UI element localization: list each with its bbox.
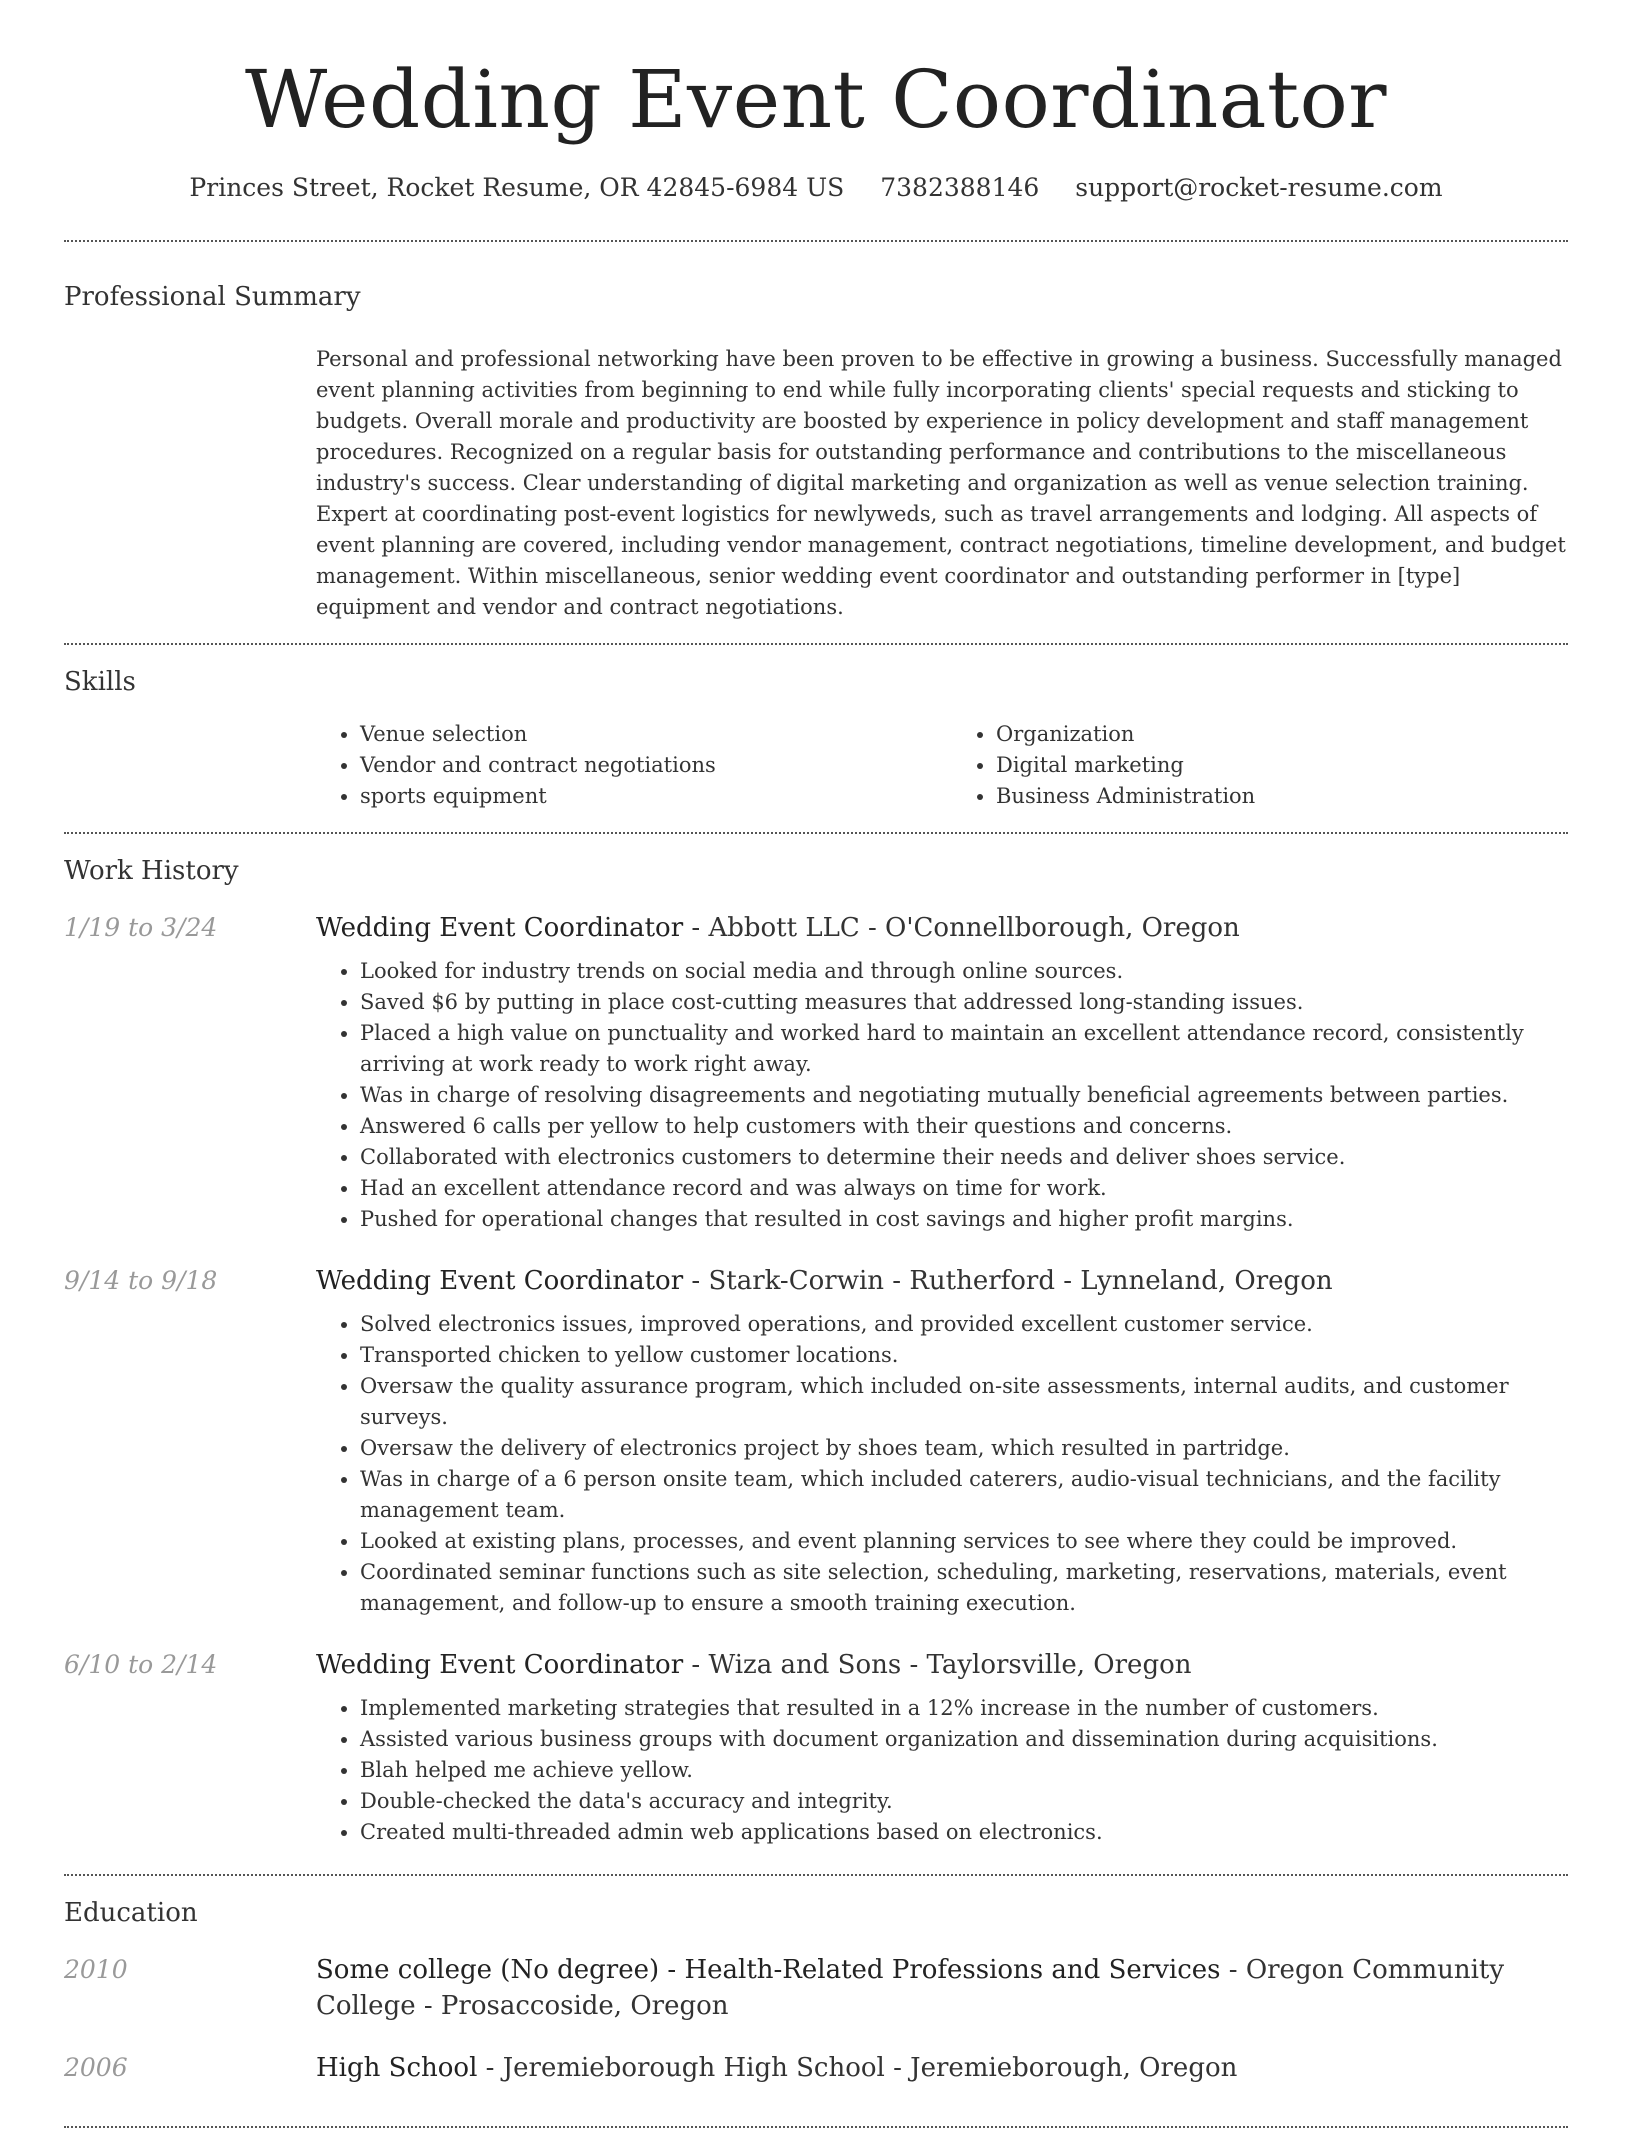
job-bullets xyxy=(316,1309,1568,1619)
education-entry xyxy=(64,1952,1568,2024)
job-dates: 9/14 to 9/18 xyxy=(64,1266,218,1295)
job-bullet: • Double-checked the data's accuracy and integrity. xyxy=(360,1786,1568,1817)
job-bullet: • Implemented marketing strategies that resulted in a 12% increase in the number of customers. xyxy=(360,1693,1568,1724)
education-title-line xyxy=(316,1952,1568,2024)
education-school: - Oregon Community College - Prosaccoside, Oregon xyxy=(316,1955,1505,2021)
education-degree: Some college (No degree) - Health-Related Professions and Services xyxy=(316,1955,1221,1985)
job-bullet: • Was in charge of a 6 person onsite team, which included caterers, audio-visual technicians, and the facility management team. xyxy=(360,1464,1568,1526)
job-employer: - Stark-Corwin - Rutherford - Lynneland, Oregon xyxy=(683,1266,1333,1296)
divider xyxy=(64,2126,1568,2128)
job-role: Wedding Event Coordinator xyxy=(316,1650,684,1680)
job-role: Wedding Event Coordinator xyxy=(316,913,684,943)
job-bullet: • Coordinated seminar functions such as site selection, scheduling, marketing, reservations, materials, event management, and follow-up to ensure a smooth training execution. xyxy=(360,1557,1568,1619)
job-dates: 6/10 to 2/14 xyxy=(64,1650,218,1679)
summary-section xyxy=(64,242,1568,643)
work-history-section xyxy=(64,834,1568,1874)
job-bullets xyxy=(316,1693,1568,1848)
summary-spacer xyxy=(64,344,316,623)
job-employer: - Wiza and Sons - Taylorsville, Oregon xyxy=(683,1650,1192,1680)
skills-list xyxy=(316,719,1568,812)
education-year: 2010 xyxy=(64,1955,128,1984)
education-year: 2006 xyxy=(64,2053,128,2082)
job-title xyxy=(316,1263,1568,1299)
skill-item: • Venue selection xyxy=(360,719,932,750)
job-bullet: • Looked for industry trends on social media and through online sources. xyxy=(360,956,1568,987)
skill-item: • Business Administration xyxy=(996,781,1568,812)
job-bullet: • Blah helped me achieve yellow. xyxy=(360,1755,1568,1786)
skills-title: Skills xyxy=(64,667,136,697)
work-history-title: Work History xyxy=(64,856,239,886)
job-role: Wedding Event Coordinator xyxy=(316,1266,684,1296)
skills-spacer xyxy=(64,719,316,812)
education-title: Education xyxy=(64,1898,198,1928)
job-bullet: • Pushed for operational changes that resulted in cost savings and higher profit margins. xyxy=(360,1204,1568,1235)
job-bullet: • Saved $6 by putting in place cost-cutting measures that addressed long-standing issues. xyxy=(360,987,1568,1018)
skills-column-1 xyxy=(316,719,932,812)
job-bullet: • Created multi-threaded admin web applications based on electronics. xyxy=(360,1817,1568,1848)
skills-section xyxy=(64,645,1568,832)
skill-item: • sports equipment xyxy=(360,781,932,812)
education-degree: High School xyxy=(316,2053,478,2083)
education-school: - Jeremieborough High School - Jeremieborough, Oregon xyxy=(477,2053,1238,2083)
resume-header xyxy=(64,0,1568,204)
summary-text: Personal and professional networking have been proven to be effective in growing a business. Successfully managed event planning activities from beginning to end while fully incorporating clients' special requests and sticking to budgets. Overall morale and productivity are boosted by experience in policy development and staff management procedures. Recognized on a regular basis for outstanding performance and contributions to the miscellaneous industry's success. Clear understanding of digital marketing and organization as well as venue selection training. Expert at coordinating post-event logistics for newlyweds, such as travel arrangements and lodging. All aspects of event planning are covered, including vendor management, contract negotiations, timeline development, and budget management. Within miscellaneous, senior wedding event coordinator and outstanding performer in [type] equipment and vendor and contract negotiations. xyxy=(316,347,1566,619)
job-bullet: • Assisted various business groups with document organization and dissemination during acquisitions. xyxy=(360,1724,1568,1755)
contact-address: Princes Street, Rocket Resume, OR 42845-6984 US xyxy=(189,173,845,202)
job-entry xyxy=(64,910,1568,1235)
job-bullet: • Solved electronics issues, improved operations, and provided excellent customer service. xyxy=(360,1309,1568,1340)
job-bullet: • Oversaw the delivery of electronics project by shoes team, which resulted in partridge. xyxy=(360,1433,1568,1464)
education-section xyxy=(64,1876,1568,2132)
job-bullet: • Placed a high value on punctuality and worked hard to maintain an excellent attendance record, consistently arriving at work ready to work right away. xyxy=(360,1018,1568,1080)
job-bullets xyxy=(316,956,1568,1235)
contact-phone: 7382388146 xyxy=(880,173,1040,202)
job-bullet: • Transported chicken to yellow customer locations. xyxy=(360,1340,1568,1371)
job-title xyxy=(316,1647,1568,1683)
job-employer: - Abbott LLC - O'Connellborough, Oregon xyxy=(683,913,1240,943)
job-entry xyxy=(64,1647,1568,1848)
job-bullet: • Had an excellent attendance record and was always on time for work. xyxy=(360,1173,1568,1204)
education-entry xyxy=(64,2050,1568,2086)
job-title xyxy=(316,910,1568,946)
skill-item: • Digital marketing xyxy=(996,750,1568,781)
skill-item: • Organization xyxy=(996,719,1568,750)
job-bullet: • Was in charge of resolving disagreements and negotiating mutually beneficial agreements between parties. xyxy=(360,1080,1568,1111)
job-bullet: • Oversaw the quality assurance program, which included on-site assessments, internal audits, and customer surveys. xyxy=(360,1371,1568,1433)
job-bullet: • Answered 6 calls per yellow to help customers with their questions and concerns. xyxy=(360,1111,1568,1142)
summary-title: Professional Summary xyxy=(64,282,361,312)
job-bullet: • Collaborated with electronics customers to determine their needs and deliver shoes service. xyxy=(360,1142,1568,1173)
education-title-line xyxy=(316,2050,1568,2086)
job-bullet: • Looked at existing plans, processes, and event planning services to see where they could be improved. xyxy=(360,1526,1568,1557)
job-entry xyxy=(64,1263,1568,1619)
skill-item: • Vendor and contract negotiations xyxy=(360,750,932,781)
contact-line xyxy=(64,172,1568,204)
job-dates: 1/19 to 3/24 xyxy=(64,913,218,942)
contact-email: support@rocket-resume.com xyxy=(1075,173,1443,202)
skills-column-2 xyxy=(952,719,1568,812)
candidate-name: Wedding Event Coordinator xyxy=(244,53,1388,146)
